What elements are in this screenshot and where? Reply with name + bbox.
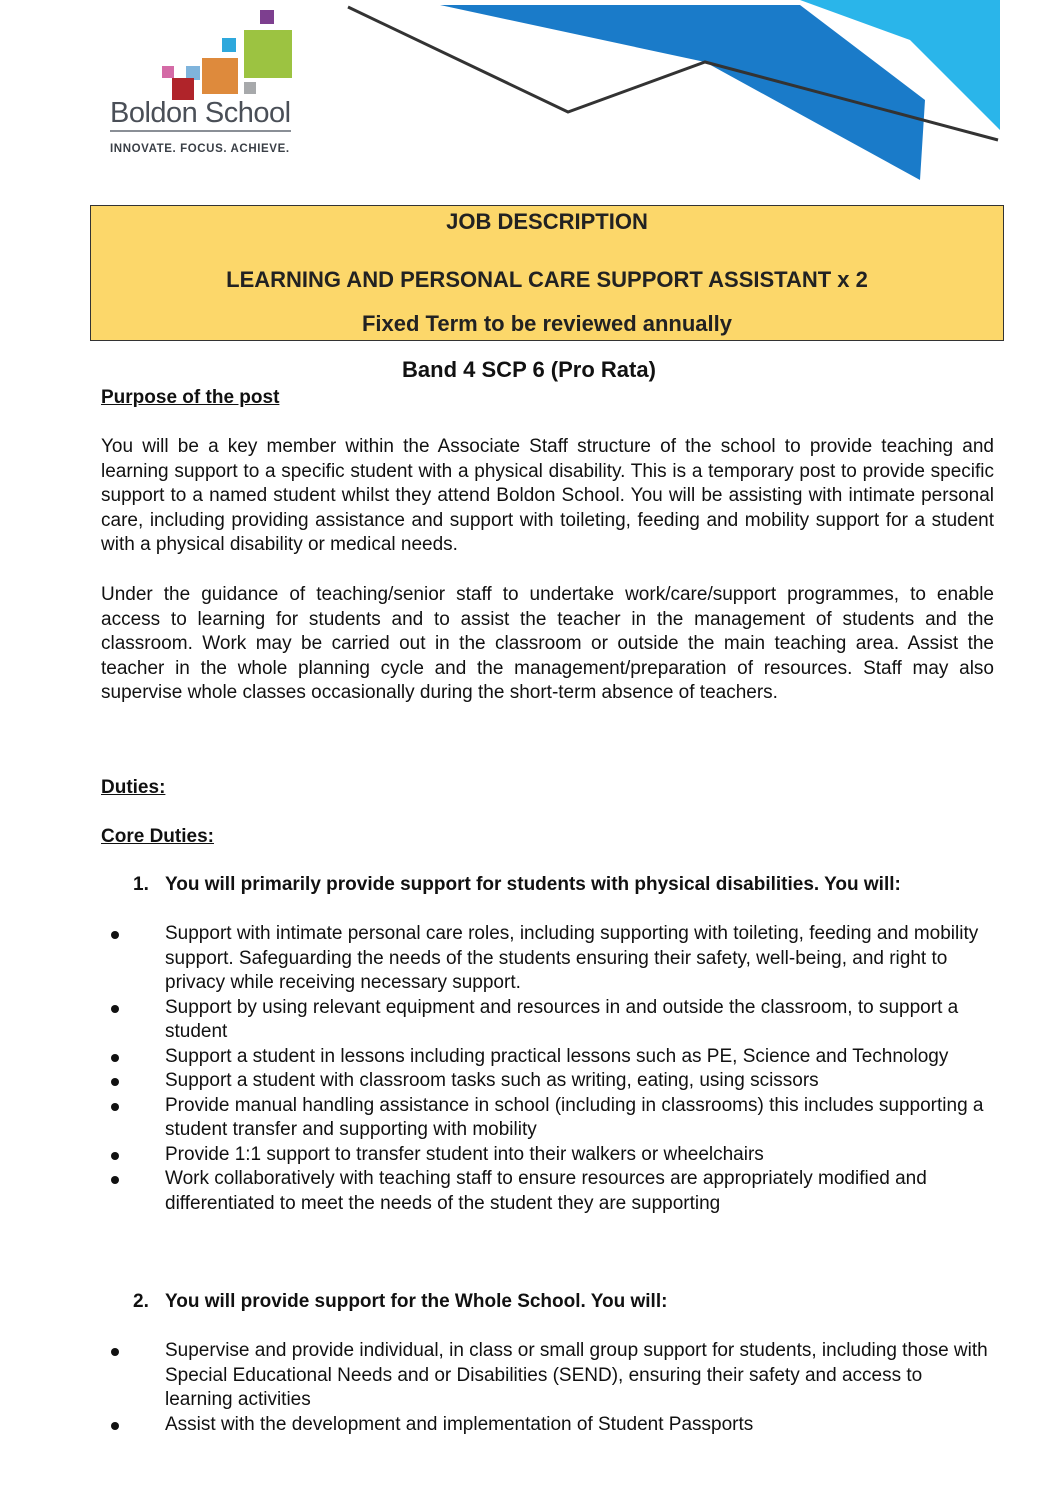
bullet-icon [111,1005,119,1013]
duty-section-1-number: 1. [133,874,149,895]
bullet-icon [111,1152,119,1160]
purpose-paragraph-2: Under the guidance of teaching/senior staff to undertake work/care/support programmes, to enable access to learning for students and to assist the teacher in the management of students and the classroom. Work may be carried out in the classroom or outside the main teaching area. Assist the teacher in the whole planning cycle and the management/preparation of resources. Staff may also supervise whole classes occasionally during the short-term absence of teachers. [101,584,994,703]
duty-section-2-number: 2. [133,1291,149,1312]
logo-name: Boldon School [110,96,291,132]
duties-heading: Duties: [101,777,166,798]
bullet-icon [111,1054,119,1062]
logo-square-pink [162,66,174,78]
list-item: Work collaboratively with teaching staff to ensure resources are appropriately modified and differentiated to meet the needs of the student they are supporting [0,1167,993,1216]
bullet-icon [111,1078,119,1086]
list-item: Provide manual handling assistance in school (including in classrooms) this includes supporting a student transfer and supporting with mobility [0,1094,993,1143]
purpose-paragraph-1: You will be a key member within the Associate Staff structure of the school to provide teaching and learning support to a specific student with a physical disability. This is a temporary post to provide specific support to a named student whilst they attend Boldon School. You will be assisting with intimate personal care, including providing assistance and support with toileting, feeding and mobility support for a student with a physical disability or medical needs. [101,436,994,555]
bullet-icon [111,1103,119,1111]
duty-section-1-text: You will primarily provide support for students with physical disabilities. You will: [165,874,901,895]
logo-square-lightblue [186,66,200,80]
list-item: Provide 1:1 support to transfer student into their walkers or wheelchairs [0,1143,993,1168]
bullet-icon [111,931,119,939]
duty-section-1-list [0,922,1058,1216]
list-item: Assist with the development and implementation of Student Passports [0,1413,993,1438]
bullet-icon [111,1348,119,1356]
logo-square-cyan [222,38,236,52]
duty-section-2-title [133,1291,667,1313]
purpose-heading: Purpose of the post [101,387,280,408]
contract-term: Fixed Term to be reviewed annually [361,311,733,336]
duty-section-2-list [0,1339,1058,1437]
duty-section-1-title [133,874,901,896]
pay-band: Band 4 SCP 6 (Pro Rata) [402,357,656,382]
bullet-icon [111,1176,119,1184]
header-graphic [0,0,1058,190]
job-title: LEARNING AND PERSONAL CARE SUPPORT ASSISTANT x 2 [226,267,868,292]
logo-square-grey [244,82,256,94]
list-item: Support a student in lessons including practical lessons such as PE, Science and Technology [0,1045,993,1070]
list-item: Support a student with classroom tasks such as writing, eating, using scissors [0,1069,993,1094]
list-item: Support with intimate personal care roles, including supporting with toileting, feeding and mobility support. Safeguarding the needs of the students ensuring their safety, well-being, and right to privacy while receiving necessary support. [0,922,993,996]
logo-square-purple [260,10,274,24]
duty-section-2-text: You will provide support for the Whole School. You will: [165,1291,668,1312]
bullet-icon [111,1422,119,1430]
logo-tagline: INNOVATE. FOCUS. ACHIEVE. [110,143,290,155]
core-duties-heading: Core Duties: [101,826,214,847]
header-swoosh-dark [440,5,925,180]
logo-square-green [244,30,292,78]
list-item: Supervise and provide individual, in class or small group support for students, including those with Special Educational Needs and or Disabilities (SEND), ensuring their safety and access to learning activities [0,1339,993,1413]
doc-title: JOB DESCRIPTION [446,209,648,234]
logo-square-orange [202,58,238,94]
title-box [90,205,1004,341]
list-item: Support by using relevant equipment and resources in and outside the classroom, to support a student [0,996,993,1045]
